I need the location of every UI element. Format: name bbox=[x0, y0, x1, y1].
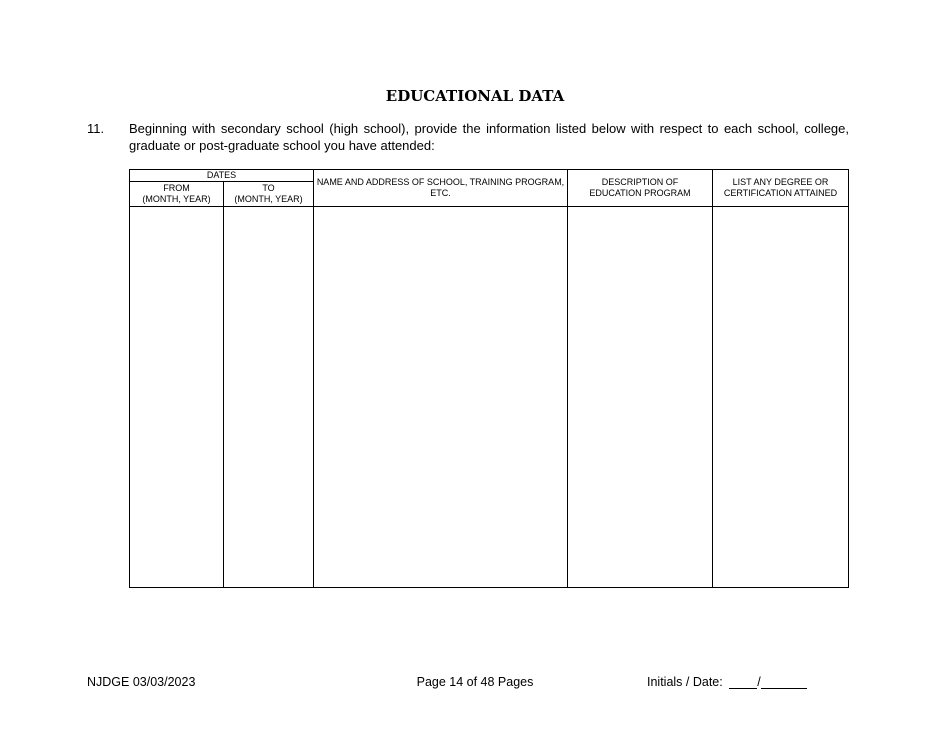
page-title: EDUCATIONAL DATA bbox=[385, 87, 565, 105]
page-number bbox=[0, 675, 950, 689]
to-date-header bbox=[224, 182, 314, 207]
table-row bbox=[130, 207, 849, 588]
name-address-cell[interactable] bbox=[314, 207, 568, 588]
page-number-label: Page 14 of 48 Pages bbox=[416, 675, 534, 689]
date-slash: / bbox=[757, 675, 761, 689]
education-table bbox=[129, 169, 849, 588]
dates-header: DATES bbox=[130, 170, 314, 182]
date-blank[interactable] bbox=[761, 675, 807, 689]
description-header-line2: EDUCATION PROGRAM bbox=[589, 188, 691, 198]
from-date-cell[interactable] bbox=[130, 207, 224, 588]
initials-date-field bbox=[647, 675, 807, 689]
degree-header-line2: CERTIFICATION ATTAINED bbox=[723, 188, 838, 198]
name-address-header-label: NAME AND ADDRESS OF SCHOOL, TRAINING PROGRAM, ETC. bbox=[316, 177, 565, 198]
question-text: Beginning with secondary school (high school), provide the information listed below with respect to each school, college, graduate or post-graduate school you have attended: bbox=[129, 121, 849, 153]
initials-blank[interactable] bbox=[729, 675, 757, 689]
from-header-line1: FROM bbox=[163, 183, 190, 193]
degree-cell[interactable] bbox=[713, 207, 849, 588]
description-header bbox=[568, 170, 713, 207]
description-header-line1: DESCRIPTION OF bbox=[601, 177, 679, 187]
description-cell[interactable] bbox=[568, 207, 713, 588]
initials-label: Initials / Date: bbox=[647, 675, 723, 689]
from-date-header bbox=[130, 182, 224, 207]
name-address-header bbox=[314, 170, 568, 207]
degree-header bbox=[713, 170, 849, 207]
degree-header-line1: LIST ANY DEGREE OR bbox=[732, 177, 829, 187]
from-header-line2: (MONTH, YEAR) bbox=[142, 194, 211, 204]
to-header-line1: TO bbox=[262, 183, 275, 193]
form-id: NJDGE 03/03/2023 bbox=[87, 675, 196, 689]
question-number: 11. bbox=[87, 121, 105, 136]
to-date-cell[interactable] bbox=[224, 207, 314, 588]
to-header-line2: (MONTH, YEAR) bbox=[234, 194, 303, 204]
